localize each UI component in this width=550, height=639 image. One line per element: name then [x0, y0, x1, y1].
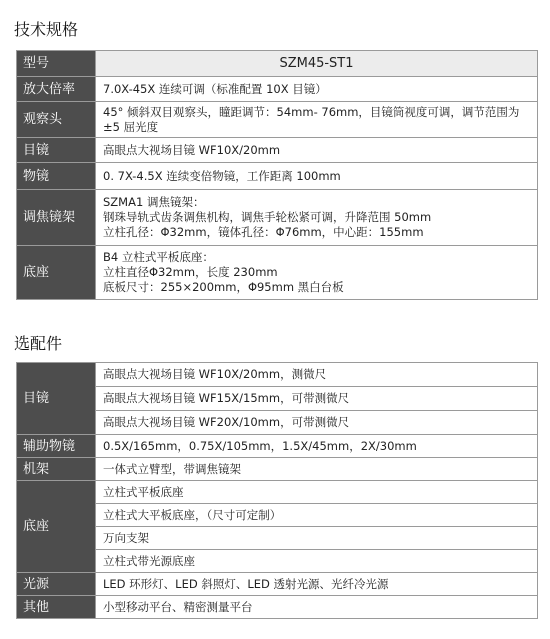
item-value: 高眼点大视场目镜 WF20X/10mm，可带测微尺	[96, 411, 538, 435]
item-value: 万向支架	[96, 527, 538, 550]
table-row	[17, 77, 538, 102]
table-row	[17, 246, 538, 300]
table-row	[17, 596, 538, 619]
table-row	[17, 102, 538, 138]
row-value: 7.0X-45X 连续可调（标准配置 10X 目镜）	[96, 77, 538, 102]
table-row	[17, 411, 538, 435]
group-label: 辅助物镜	[17, 435, 96, 458]
table-row	[17, 435, 538, 458]
table-row	[17, 573, 538, 596]
row-value	[96, 246, 538, 300]
table-row	[17, 363, 538, 387]
item-value: 一体式立臂型，带调焦镜架	[96, 458, 538, 481]
item-value: 立柱式大平板底座，（尺寸可定制）	[96, 504, 538, 527]
group-label: 光源	[17, 573, 96, 596]
value-line: 底板尺寸：255×200mm，Φ95mm 黑白台板	[103, 280, 344, 294]
row-value: 高眼点大视场目镜 WF10X/20mm	[96, 138, 538, 163]
table-row	[17, 481, 538, 504]
table-row	[17, 550, 538, 573]
row-label: 物镜	[17, 163, 96, 190]
row-label: 底座	[17, 246, 96, 300]
group-label: 底座	[17, 481, 96, 573]
row-label: 观察头	[17, 102, 96, 138]
value-line: 钢珠导轨式齿条调焦机构，调焦手轮松紧可调，升降范围 50mm	[103, 210, 432, 224]
table-row	[17, 51, 538, 77]
table-row	[17, 387, 538, 411]
row-label: 型号	[17, 51, 96, 77]
item-value: 高眼点大视场目镜 WF15X/15mm，可带测微尺	[96, 387, 538, 411]
spec-table	[16, 50, 538, 300]
row-value	[96, 190, 538, 246]
model-value: SZM45-ST1	[96, 51, 538, 77]
group-label: 其他	[17, 596, 96, 619]
item-value: 高眼点大视场目镜 WF10X/20mm，测微尺	[96, 363, 538, 387]
table-row	[17, 138, 538, 163]
table-row	[17, 504, 538, 527]
table-row	[17, 527, 538, 550]
table-row	[17, 458, 538, 481]
value-line: B4 立柱式平板底座：	[103, 250, 214, 264]
row-value: 0. 7X-4.5X 连续变倍物镜，工作距离 100mm	[96, 163, 538, 190]
spec-heading: 技术规格	[14, 20, 79, 39]
item-value: 0.5X/165mm，0.75X/105mm，1.5X/45mm，2X/30mm	[96, 435, 538, 458]
value-line: 45° 倾斜双目观察头，瞳距调节：54mm- 76mm，目镜筒视度可调，调节范围为	[103, 104, 520, 119]
row-label: 目镜	[17, 138, 96, 163]
table-row	[17, 190, 538, 246]
row-label: 放大倍率	[17, 77, 96, 102]
accessories-heading: 选配件	[14, 334, 63, 353]
item-value: 立柱式平板底座	[96, 481, 538, 504]
accessories-table	[16, 362, 538, 619]
item-value: 立柱式带光源底座	[96, 550, 538, 573]
value-line: SZMA1 调焦镜架：	[103, 195, 205, 209]
value-line: ±5 屈光度	[103, 119, 159, 134]
group-label: 机架	[17, 458, 96, 481]
table-row	[17, 163, 538, 190]
item-value: LED 环形灯、LED 斜照灯、LED 透射光源、光纤冷光源	[96, 573, 538, 596]
group-label: 目镜	[17, 363, 96, 435]
value-line: 立柱孔径：Φ32mm，镜体孔径：Φ76mm，中心距：155mm	[103, 225, 424, 239]
row-value	[96, 102, 538, 138]
row-label: 调焦镜架	[17, 190, 96, 246]
value-line: 立柱直径Φ32mm，长度 230mm	[103, 265, 278, 279]
item-value: 小型移动平台、精密测量平台	[96, 596, 538, 619]
